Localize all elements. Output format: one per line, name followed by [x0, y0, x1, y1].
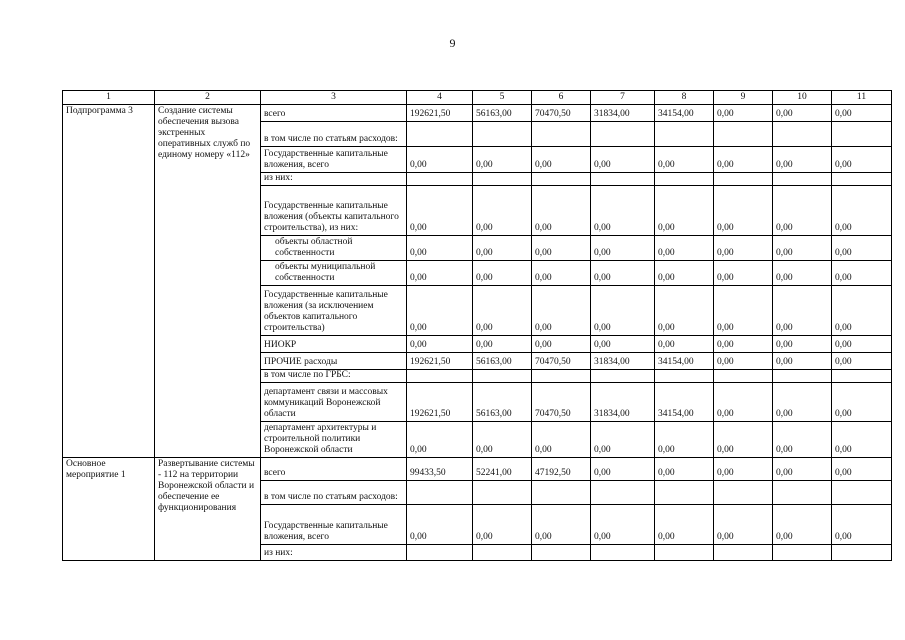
value-cell: 0,00: [407, 147, 473, 173]
value-cell: 192621,50: [407, 383, 473, 422]
program-title-cell: Развертывание системы - 112 на территории Воронежской области и обеспечение ее функционирования: [155, 458, 261, 561]
value-cell: 0,00: [714, 286, 773, 336]
expense-label-cell: из них:: [261, 545, 407, 561]
value-cell: [714, 370, 773, 383]
expense-label-cell: в том числе по статьям расходов:: [261, 122, 407, 147]
table-row: [63, 458, 892, 481]
page-number: 9: [449, 36, 456, 50]
value-cell: 0,00: [655, 422, 714, 458]
value-cell: 0,00: [591, 458, 655, 481]
value-cell: 0,00: [655, 336, 714, 353]
value-cell: [407, 481, 473, 505]
value-cell: 0,00: [532, 336, 591, 353]
value-cell: 0,00: [532, 147, 591, 173]
value-cell: 0,00: [773, 383, 832, 422]
value-cell: [714, 481, 773, 505]
value-cell: 0,00: [473, 236, 532, 261]
value-cell: [407, 122, 473, 147]
value-cell: 0,00: [773, 147, 832, 173]
value-cell: 0,00: [407, 286, 473, 336]
value-cell: 34154,00: [655, 383, 714, 422]
value-cell: 0,00: [532, 422, 591, 458]
expense-label-cell: департамент архитектуры и строительной политики Воронежской области: [261, 422, 407, 458]
value-cell: [532, 481, 591, 505]
value-cell: [591, 481, 655, 505]
value-cell: [591, 545, 655, 561]
value-cell: 0,00: [832, 261, 892, 286]
value-cell: 0,00: [832, 236, 892, 261]
value-cell: [655, 122, 714, 147]
value-cell: 31834,00: [591, 353, 655, 370]
expense-label-cell: Государственные капитальные вложения, всего: [261, 147, 407, 173]
value-cell: 0,00: [714, 147, 773, 173]
value-cell: 0,00: [655, 505, 714, 545]
value-cell: 192621,50: [407, 353, 473, 370]
expense-label-cell: Государственные капитальные вложения (за исключением объектов капитального строительства): [261, 286, 407, 336]
value-cell: [655, 545, 714, 561]
table-row: [63, 105, 892, 122]
value-cell: [407, 370, 473, 383]
value-cell: 0,00: [407, 261, 473, 286]
value-cell: 0,00: [407, 422, 473, 458]
value-cell: [473, 370, 532, 383]
value-cell: 0,00: [591, 336, 655, 353]
value-cell: 0,00: [407, 336, 473, 353]
header-row: [63, 91, 892, 105]
value-cell: 0,00: [407, 186, 473, 236]
value-cell: 0,00: [714, 336, 773, 353]
value-cell: [714, 545, 773, 561]
header-cell: 5: [473, 91, 532, 105]
value-cell: 0,00: [591, 147, 655, 173]
value-cell: 0,00: [773, 236, 832, 261]
expense-label-cell: в том числе по статьям расходов:: [261, 481, 407, 505]
value-cell: 0,00: [832, 505, 892, 545]
value-cell: 0,00: [655, 286, 714, 336]
value-cell: 0,00: [773, 286, 832, 336]
value-cell: 0,00: [532, 286, 591, 336]
value-cell: [473, 173, 532, 186]
value-cell: 0,00: [714, 353, 773, 370]
value-cell: 0,00: [773, 422, 832, 458]
value-cell: 0,00: [714, 186, 773, 236]
value-cell: 0,00: [591, 261, 655, 286]
value-cell: 0,00: [714, 458, 773, 481]
program-name-cell: Основное мероприятие 1: [63, 458, 155, 561]
value-cell: 0,00: [832, 336, 892, 353]
value-cell: [714, 122, 773, 147]
value-cell: 0,00: [532, 236, 591, 261]
value-cell: 0,00: [591, 186, 655, 236]
value-cell: 0,00: [407, 505, 473, 545]
expense-label-cell: Государственные капитальные вложения (объекты капитального строительства), из них:: [261, 186, 407, 236]
value-cell: 0,00: [714, 105, 773, 122]
expense-label-cell: из них:: [261, 173, 407, 186]
value-cell: [473, 481, 532, 505]
value-cell: 52241,00: [473, 458, 532, 481]
value-cell: 192621,50: [407, 105, 473, 122]
budget-table: [62, 90, 892, 561]
value-cell: 0,00: [532, 186, 591, 236]
value-cell: 0,00: [832, 147, 892, 173]
value-cell: 0,00: [655, 186, 714, 236]
value-cell: [832, 481, 892, 505]
value-cell: 0,00: [473, 186, 532, 236]
header-cell: 10: [773, 91, 832, 105]
value-cell: 0,00: [714, 261, 773, 286]
value-cell: 0,00: [655, 261, 714, 286]
value-cell: 0,00: [714, 236, 773, 261]
value-cell: 0,00: [591, 236, 655, 261]
header-cell: 11: [832, 91, 892, 105]
header-cell: 9: [714, 91, 773, 105]
value-cell: [591, 173, 655, 186]
value-cell: 0,00: [773, 105, 832, 122]
expense-label-cell: ПРОЧИЕ расходы: [261, 353, 407, 370]
value-cell: [407, 173, 473, 186]
value-cell: 0,00: [473, 422, 532, 458]
value-cell: [407, 545, 473, 561]
program-title-cell: Создание системы обеспечения вызова экстренных оперативных служб по единому номеру «112»: [155, 105, 261, 458]
value-cell: 0,00: [773, 261, 832, 286]
value-cell: [773, 122, 832, 147]
value-cell: [532, 122, 591, 147]
value-cell: 0,00: [832, 458, 892, 481]
value-cell: 0,00: [655, 147, 714, 173]
value-cell: 0,00: [655, 458, 714, 481]
value-cell: [832, 122, 892, 147]
value-cell: 34154,00: [655, 105, 714, 122]
value-cell: [714, 173, 773, 186]
header-cell: 4: [407, 91, 473, 105]
value-cell: [773, 370, 832, 383]
value-cell: [532, 545, 591, 561]
value-cell: [773, 481, 832, 505]
value-cell: [532, 173, 591, 186]
value-cell: 0,00: [473, 286, 532, 336]
value-cell: 0,00: [773, 186, 832, 236]
value-cell: 0,00: [832, 422, 892, 458]
value-cell: [655, 173, 714, 186]
expense-label-cell: объекты областной собственности: [261, 236, 407, 261]
program-name-cell: Подпрограмма 3: [63, 105, 155, 458]
value-cell: 0,00: [832, 186, 892, 236]
expense-label-cell: в том числе по ГРБС:: [261, 370, 407, 383]
value-cell: 56163,00: [473, 383, 532, 422]
value-cell: 0,00: [473, 336, 532, 353]
value-cell: [473, 122, 532, 147]
value-cell: 0,00: [532, 505, 591, 545]
expense-label-cell: всего: [261, 458, 407, 481]
value-cell: [591, 122, 655, 147]
value-cell: 0,00: [655, 236, 714, 261]
value-cell: 0,00: [532, 261, 591, 286]
value-cell: [473, 545, 532, 561]
header-cell: 2: [155, 91, 261, 105]
value-cell: 70470,50: [532, 105, 591, 122]
value-cell: 31834,00: [591, 105, 655, 122]
expense-label-cell: объекты муниципальной собственности: [261, 261, 407, 286]
value-cell: [773, 545, 832, 561]
value-cell: 34154,00: [655, 353, 714, 370]
header-cell: 1: [63, 91, 155, 105]
value-cell: 0,00: [773, 353, 832, 370]
value-cell: 0,00: [473, 147, 532, 173]
value-cell: 0,00: [591, 505, 655, 545]
value-cell: 0,00: [591, 422, 655, 458]
value-cell: [773, 173, 832, 186]
value-cell: [655, 481, 714, 505]
value-cell: 70470,50: [532, 353, 591, 370]
value-cell: 31834,00: [591, 383, 655, 422]
value-cell: 0,00: [773, 336, 832, 353]
value-cell: 0,00: [473, 261, 532, 286]
value-cell: 70470,50: [532, 383, 591, 422]
header-cell: 7: [591, 91, 655, 105]
value-cell: 99433,50: [407, 458, 473, 481]
expense-label-cell: НИОКР: [261, 336, 407, 353]
expense-label-cell: всего: [261, 105, 407, 122]
value-cell: [655, 370, 714, 383]
header-cell: 8: [655, 91, 714, 105]
header-cell: 6: [532, 91, 591, 105]
value-cell: 56163,00: [473, 105, 532, 122]
value-cell: 0,00: [714, 505, 773, 545]
value-cell: 0,00: [407, 236, 473, 261]
expense-label-cell: департамент связи и массовых коммуникаций Воронежской области: [261, 383, 407, 422]
value-cell: [832, 545, 892, 561]
value-cell: 0,00: [591, 286, 655, 336]
value-cell: 0,00: [832, 383, 892, 422]
value-cell: 0,00: [832, 105, 892, 122]
value-cell: [832, 370, 892, 383]
value-cell: 47192,50: [532, 458, 591, 481]
value-cell: 0,00: [773, 458, 832, 481]
value-cell: 0,00: [832, 353, 892, 370]
header-cell: 3: [261, 91, 407, 105]
value-cell: [832, 173, 892, 186]
expense-label-cell: Государственные капитальные вложения, всего: [261, 505, 407, 545]
value-cell: 0,00: [773, 505, 832, 545]
value-cell: 56163,00: [473, 353, 532, 370]
value-cell: 0,00: [714, 383, 773, 422]
value-cell: [591, 370, 655, 383]
value-cell: 0,00: [473, 505, 532, 545]
value-cell: [532, 370, 591, 383]
value-cell: 0,00: [832, 286, 892, 336]
value-cell: 0,00: [714, 422, 773, 458]
